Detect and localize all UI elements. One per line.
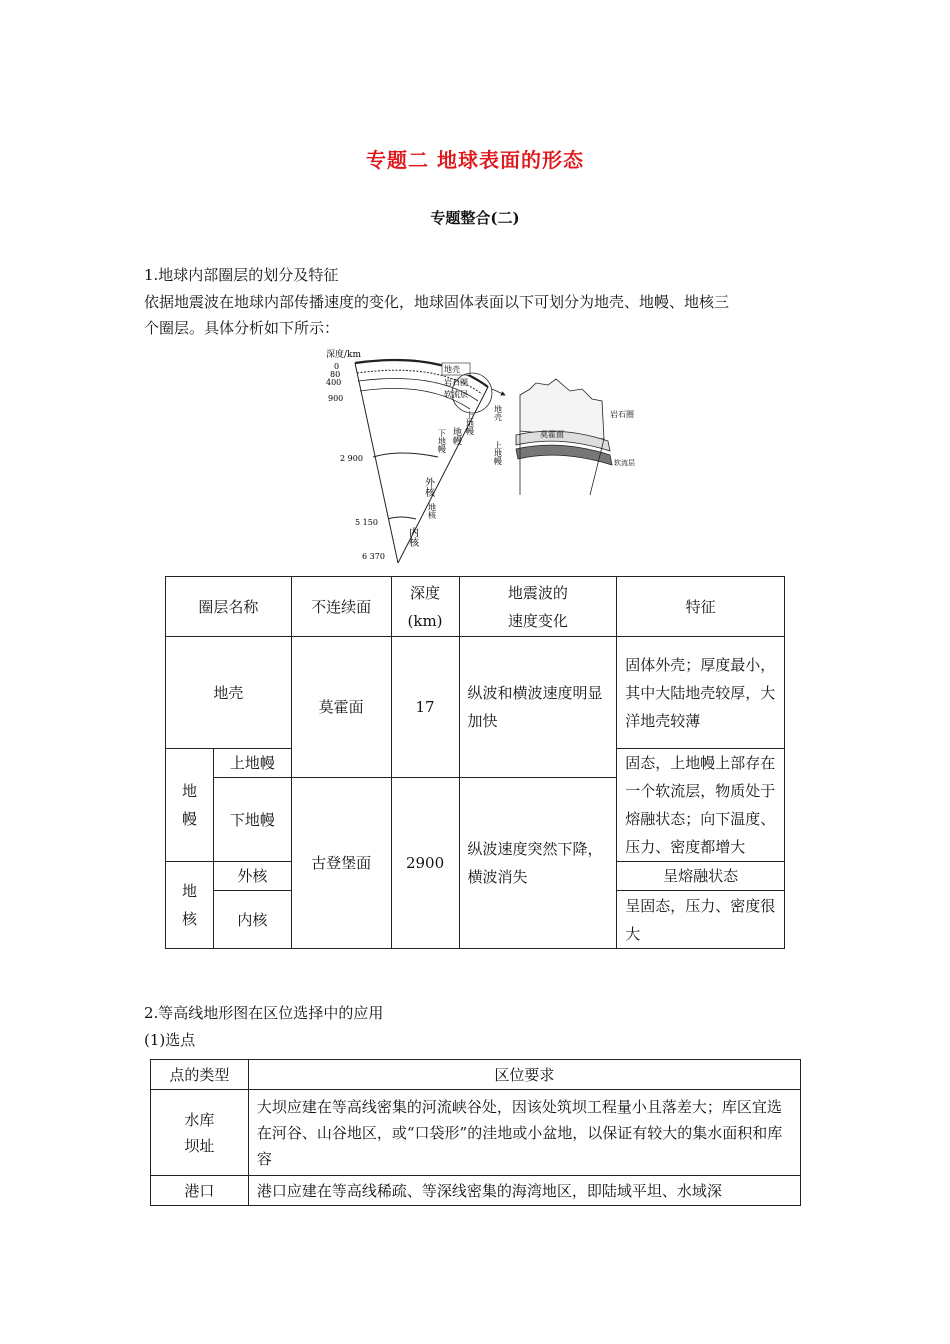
fig-outer-core-label: 外核 (422, 477, 434, 497)
site-selection-table (150, 1059, 801, 1206)
table-row (166, 637, 785, 749)
cell-gutenberg: 古登堡面 (291, 778, 391, 949)
cell-outer-core: 外核 (213, 862, 291, 891)
cell-core-text: 地核 (181, 882, 197, 928)
depth-80: 80 (330, 370, 341, 379)
cell-port-req: 港口应建在等高线稀疏、等深线密集的海湾地区，即陆域平坦、水域深 (248, 1176, 800, 1206)
sector-left-edge (355, 363, 398, 563)
section2-sub: (1)选点 (144, 1031, 196, 1049)
table-row (151, 1090, 801, 1176)
fig-lithosphere-label: 岩石圈 (444, 378, 468, 387)
fig-zoom-upper-mantle-label: 上地幔 (493, 441, 503, 465)
cell-moho-wave: 纵波和横波速度明显加快 (459, 637, 617, 778)
fig-zoom-lithosphere-label: 岩石圈 (610, 410, 634, 419)
depth-900: 900 (328, 394, 344, 403)
fig-asthenosphere-label: 软流层 (444, 390, 468, 399)
cell-upper-mantle: 上地幔 (213, 749, 291, 778)
cell-gutenberg-depth: 2900 (391, 778, 459, 949)
section-subtitle: 专题整合(二) (430, 209, 520, 227)
zoom-asthenosphere-band (516, 445, 612, 465)
header-feature: 特征 (617, 577, 785, 637)
earth-interior-diagram (320, 345, 640, 570)
header-location-req: 区位要求 (248, 1060, 800, 1090)
cell-moho: 莫霍面 (291, 637, 391, 778)
depth-0: 0 (334, 362, 340, 371)
header-depth-line1: 深度 (410, 583, 441, 602)
cell-reservoir-req: 大坝应建在等高线密集的河流峡谷处，因该处筑坝工程量小且落差大；库区宜选在河谷、山谷地区，或“口袋形”的洼地或小盆地，以保证有较大的集水面积和库容 (248, 1090, 800, 1176)
fig-inner-core-label: 内核 (406, 527, 418, 547)
section1-text-line1: 依据地震波在地球内部传播速度的变化，地球固体表面以下可划分为地壳、地幔、地核三 (144, 293, 730, 311)
site-table-header (151, 1060, 801, 1090)
cell-crust: 地壳 (166, 637, 292, 749)
header-depth-line2: (km) (407, 611, 443, 630)
fig-mantle-label: 地幔 (451, 427, 461, 445)
cell-mantle-feature: 固态，上地幔上部存在一个软流层，物质处于熔融状态；向下温度、压力、密度都增大 (617, 749, 785, 862)
inner-core-arc (388, 517, 416, 519)
section1-heading: 1.地球内部圈层的划分及特征 (144, 266, 339, 284)
cell-mantle-text: 地幔 (181, 782, 197, 828)
fig-zoom-crust-label: 地壳 (493, 405, 503, 421)
header-discontinuity: 不连续面 (291, 577, 391, 637)
layers-table (165, 576, 785, 949)
header-wave-line2: 速度变化 (507, 611, 568, 630)
gutenberg-arc (373, 453, 438, 457)
zoom-arrow (492, 389, 505, 395)
header-layer-name: 圈层名称 (166, 577, 292, 637)
fig-crust-label: 地壳 (444, 365, 460, 374)
fig-upper-mantle-label: 上地幔 (465, 411, 475, 435)
fig-moho-label: 莫霍面 (540, 430, 564, 439)
fig-core-label: 地核 (427, 503, 437, 519)
cell-inner-core-feature: 呈固态，压力、密度很大 (617, 891, 785, 949)
cell-reservoir-type-text: 水库坝址 (184, 1110, 215, 1155)
depth-5150: 5 150 (355, 518, 378, 527)
fig-lower-mantle-label: 下地幔 (437, 429, 447, 453)
cell-lower-mantle: 下地幔 (213, 778, 291, 862)
depth-6370: 6 370 (362, 552, 385, 561)
cell-core (166, 862, 214, 949)
cell-port-type: 港口 (151, 1176, 249, 1206)
fig-zoom-asthenosphere-label: 软流层 (614, 459, 635, 467)
section2-heading: 2.等高线地形图在区位选择中的应用 (144, 1004, 384, 1022)
cell-gutenberg-wave: 纵波速度突然下降，横波消失 (459, 778, 617, 949)
page-title: 专题二 地球表面的形态 (366, 148, 584, 172)
cell-mantle (166, 749, 214, 862)
cell-inner-core: 内核 (213, 891, 291, 949)
section1-text-line2: 个圈层。具体分析如下所示： (144, 319, 340, 337)
cell-reservoir-type (151, 1090, 249, 1176)
depth-axis-label: 深度/km (326, 350, 362, 360)
cell-moho-depth: 17 (391, 637, 459, 778)
cell-outer-core-feature: 呈熔融状态 (617, 862, 785, 891)
layers-table-header (166, 577, 785, 637)
header-wave (459, 577, 617, 637)
cell-crust-feature: 固体外壳；厚度最小，其中大陆地壳较厚，大洋地壳较薄 (617, 637, 785, 749)
depth-2900: 2 900 (340, 454, 363, 463)
header-point-type: 点的类型 (151, 1060, 249, 1090)
header-wave-line1: 地震波的 (507, 583, 568, 602)
table-row (151, 1176, 801, 1206)
header-depth (391, 577, 459, 637)
depth-400: 400 (326, 378, 342, 387)
